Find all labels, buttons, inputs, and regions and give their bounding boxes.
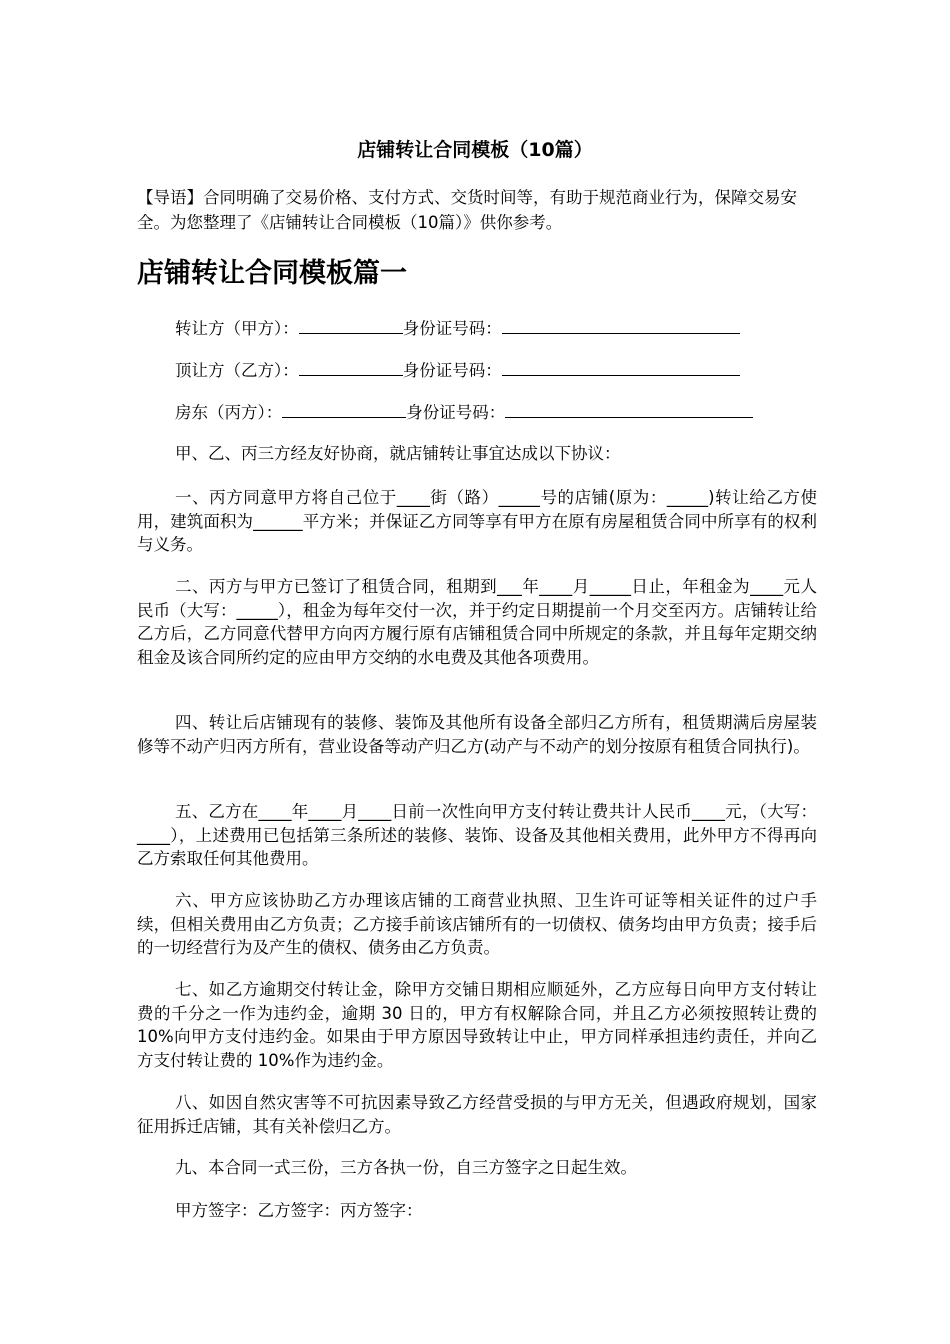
party-row-transferee (175, 357, 740, 384)
party-row-landlord (175, 399, 753, 426)
name-blank (299, 315, 403, 334)
id-blank (502, 357, 740, 376)
id-blank (502, 315, 740, 334)
clause-9: 九、本合同一式三份，三方各执一份，自三方签字之日起生效。 (175, 1158, 637, 1177)
intro-paragraph: 【导语】合同明确了交易价格、支付方式、交货时间等，有助于规范商业行为，保障交易安全。为您整理了《店铺转让合同模板（10篇）》供你参考。 (137, 188, 797, 232)
clause-6: 六、甲方应该协助乙方办理该店铺的工商营业执照、卫生许可证等相关证件的过户手续，但相关费用由乙方负责；乙方接手前该店铺所有的一切债权、债务均由甲方负责；接手后的一切经营行为及产生的债权、债务由乙方负责。 (137, 891, 817, 957)
clause-8: 八、如因自然灾害等不可抗因素导致乙方经营受损的与甲方无关，但遇政府规划，国家征用拆迁店铺，其有关补偿归乙方。 (137, 1093, 817, 1136)
clause-5: 五、乙方在____年____月____日前一次性向甲方支付转让费共计人民币____元，（大写：____），上述费用已包括第三条所述的装修、装饰、设备及其他相关费用，此外甲方不得再向乙方索取任何其他费用。 (137, 802, 817, 868)
id-label: 身份证号码： (402, 319, 502, 338)
id-label: 身份证号码： (402, 361, 502, 380)
clause-1: 一、丙方同意甲方将自己位于____街（路）_____号的店铺(原为：_____)转让给乙方使用，建筑面积为______平方米；并保证乙方同等享有甲方在原有房屋租赁合同中所享有的权利与义务。 (137, 488, 817, 554)
party-label: 顶让方（乙方）： (175, 361, 299, 380)
name-blank (282, 399, 406, 418)
id-label: 身份证号码： (406, 403, 506, 422)
signature-line: 甲方签字：乙方签字：丙方签字： (175, 1201, 423, 1220)
id-blank (505, 399, 753, 418)
clause-2: 二、丙方与甲方已签订了租赁合同，租期到___年____月_____日止，年租金为____元人民币（大写：_____），租金为每年交付一次，并于约定日期提前一个月交至丙方。店铺转让给乙方后，乙方同意代替甲方向丙方履行原有店铺租赁合同中所规定的条款，并且每年定期交纳租金及该合同所约定的应由甲方交纳的水电费及其他各项费用。 (137, 577, 817, 667)
document-title: 店铺转让合同模板（10篇） (357, 139, 593, 161)
name-blank (299, 357, 403, 376)
section-heading: 店铺转让合同模板篇一 (137, 258, 407, 289)
party-label: 房东（丙方）： (175, 403, 283, 422)
preamble: 甲、乙、丙三方经友好协商，就店铺转让事宜达成以下协议： (175, 444, 621, 463)
party-label: 转让方（甲方）： (175, 319, 299, 338)
clause-4: 四、转让后店铺现有的装修、装饰及其他所有设备全部归乙方所有，租赁期满后房屋装修等不动产归丙方所有，营业设备等动产归乙方(动产与不动产的划分按原有租赁合同执行)。 (137, 713, 817, 756)
clause-7: 七、如乙方逾期交付转让金，除甲方交铺日期相应顺延外，乙方应每日向甲方支付转让费的千分之一作为违约金，逾期 30 日的，甲方有权解除合同，并且乙方必须按照转让费的 10%向甲方支付违约金。如果由于甲方原因导致转让中止，甲方同样承担违约责任，并向乙方支付转让费的 10%作为违约金。 (137, 980, 817, 1070)
party-row-transferor (175, 315, 740, 342)
